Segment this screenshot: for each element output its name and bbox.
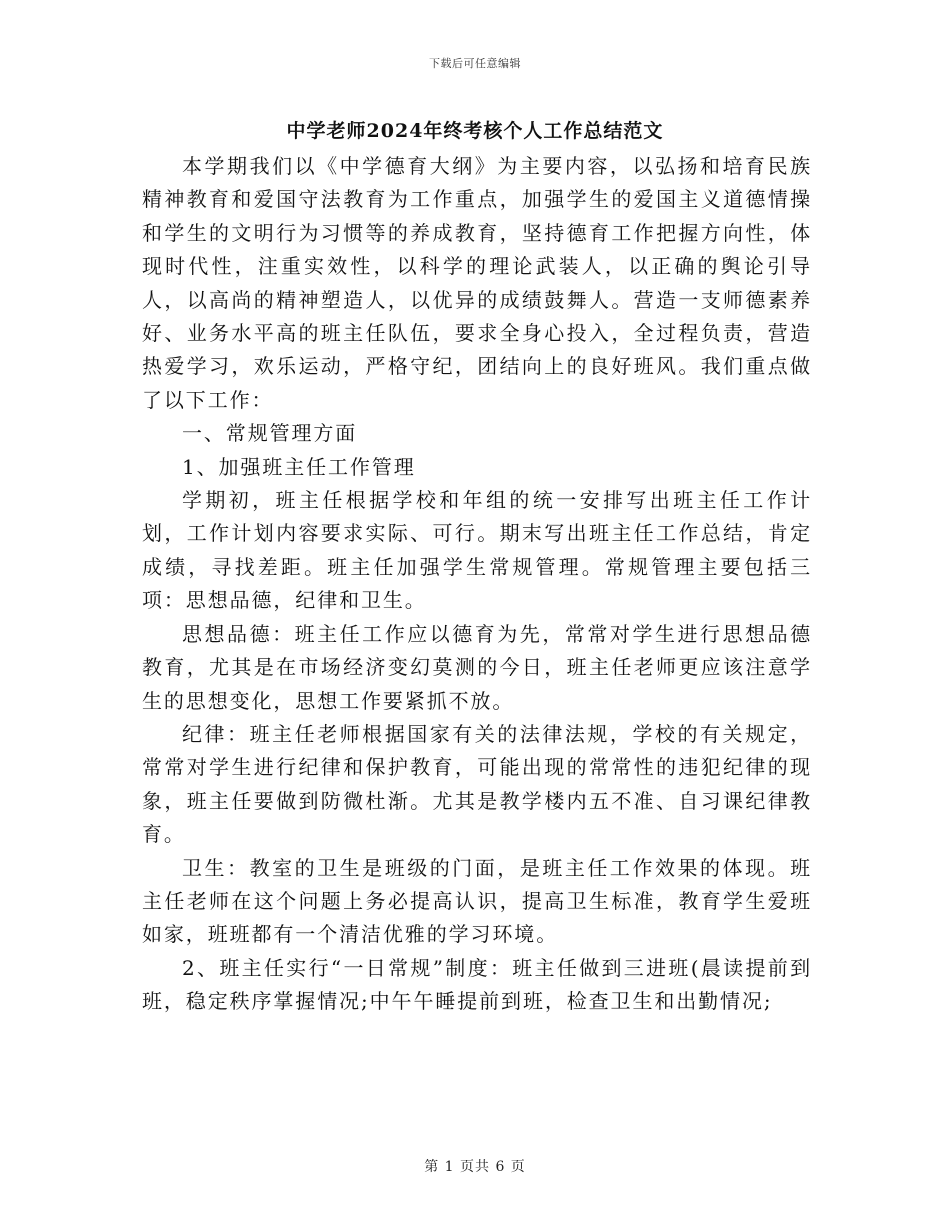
section-heading: 一、常规管理方面 [182, 421, 358, 446]
document-body [142, 150, 812, 1019]
body-paragraph: 纪律：班主任老师根据国家有关的法律法规，学校的有关规定，常常对学生进行纪律和保护教育，可能出现的常常性的违犯纪律的现象，班主任要做到防微杜渐。尤其是教学楼内五不准、自习课纪律教育。 [142, 721, 812, 847]
header-note: 下载后可任意编辑 [429, 57, 521, 70]
document-title: 中学老师2024年终考核个人工作总结范文 [286, 120, 664, 142]
subsection-heading: 1、加强班主任工作管理 [182, 454, 416, 479]
page-number: 第 1 页共 6 页 [424, 1159, 526, 1175]
body-paragraph: 学期初，班主任根据学校和年组的统一安排写出班主任工作计划，工作计划内容要求实际、可行。期末写出班主任工作总结，肯定成绩，寻找差距。班主任加强学生常规管理。常规管理主要包括三项：思想品德，纪律和卫生。 [142, 488, 812, 613]
body-paragraph: 本学期我们以《中学德育大纲》为主要内容，以弘扬和培育民族精神教育和爱国守法教育为工作重点，加强学生的爱国主义道德情操和学生的文明行为习惯等的养成教育，坚持德育工作把握方向性，体现时代性，注重实效性，以科学的理论武装人，以正确的舆论引导人，以高尚的精神塑造人，以优异的成绩鼓舞人。营造一支师德素养好、业务水平高的班主任队伍，要求全身心投入，全过程负责，营造热爱学习，欢乐运动，严格守纪，团结向上的良好班风。我们重点做了以下工作： [142, 154, 812, 412]
body-paragraph: 2、班主任实行“一日常规”制度：班主任做到三进班(晨读提前到班，稳定秩序掌握情况;中午午睡提前到班，检查卫生和出勤情况; [142, 955, 812, 1014]
body-paragraph: 卫生：教室的卫生是班级的门面，是班主任工作效果的体现。班主任老师在这个问题上务必提高认识，提高卫生标准，教育学生爱班如家，班班都有一个清洁优雅的学习环境。 [142, 855, 812, 947]
body-paragraph: 思想品德：班主任工作应以德育为先，常常对学生进行思想品德教育，尤其是在市场经济变幻莫测的今日，班主任老师更应该注意学生的思想变化，思想工作要紧抓不放。 [142, 621, 812, 713]
